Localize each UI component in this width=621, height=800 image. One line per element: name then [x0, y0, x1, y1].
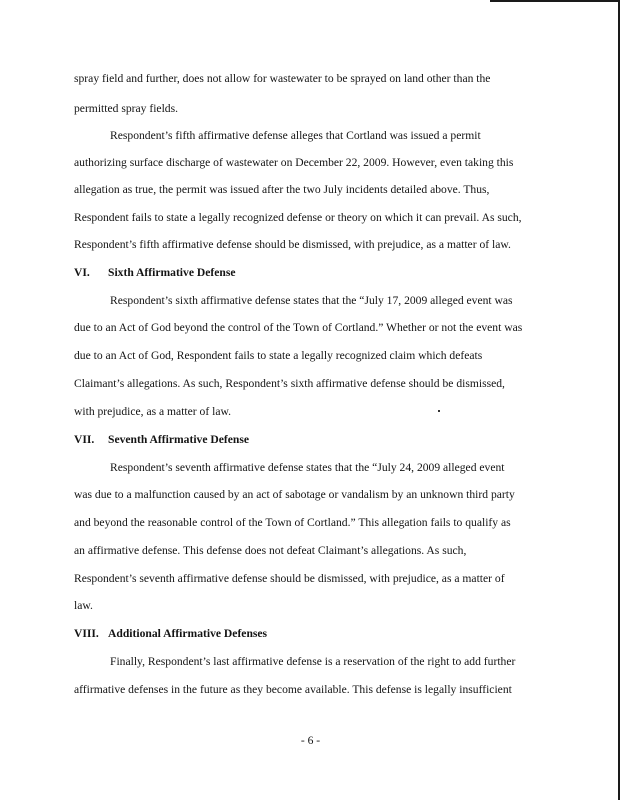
text-line: authorizing surface discharge of wastewater on December 22, 2009. However, even taking this [74, 156, 514, 169]
section-number: VI. [74, 266, 90, 279]
section-title: Seventh Affirmative Defense [108, 433, 250, 446]
page-edge-right [618, 0, 620, 800]
section-title: Sixth Affirmative Defense [108, 266, 236, 279]
text-line: Respondent’s seventh affirmative defense should be dismissed, with prejudice, as a matter of [74, 572, 505, 585]
text-line: Finally, Respondent’s last affirmative defense is a reservation of the right to add further [110, 655, 516, 668]
text-line: Respondent’s seventh affirmative defense states that the “July 24, 2009 alleged event [110, 461, 505, 474]
page-number: - 6 - [300, 734, 321, 747]
section-heading-vii [74, 433, 249, 447]
text-line: due to an Act of God, Respondent fails to state a legally recognized claim which defeats [74, 349, 483, 362]
text-line: allegation as true, the permit was issued after the two July incidents detailed above. Thus, [74, 183, 490, 196]
text-line: Respondent’s sixth affirmative defense states that the “July 17, 2009 alleged event was [110, 294, 513, 307]
section-title: Additional Affirmative Defenses [108, 627, 268, 640]
text-line: with prejudice, as a matter of law. [74, 405, 231, 418]
scan-speck [438, 410, 440, 412]
text-line: law. [74, 599, 93, 612]
text-line: was due to a malfunction caused by an act of sabotage or vandalism by an unknown third party [74, 488, 515, 501]
page-edge-top [490, 0, 620, 2]
text-line: spray field and further, does not allow for wastewater to be sprayed on land other than the [74, 72, 491, 85]
section-number: VII. [74, 433, 95, 446]
text-line: Claimant’s allegations. As such, Respondent’s sixth affirmative defense should be dismissed, [74, 377, 505, 390]
text-line: Respondent’s fifth affirmative defense should be dismissed, with prejudice, as a matter of law. [74, 238, 511, 251]
text-line: due to an Act of God beyond the control of the Town of Cortland.” Whether or not the event was [74, 321, 523, 334]
text-line: Respondent’s fifth affirmative defense alleges that Cortland was issued a permit [110, 129, 481, 142]
text-line: permitted spray fields. [74, 102, 178, 115]
section-number: VIII. [74, 627, 99, 640]
section-heading-vi [74, 266, 236, 280]
text-line: and beyond the reasonable control of the Town of Cortland.” This allegation fails to qualify as [74, 516, 511, 529]
text-line: Respondent fails to state a legally recognized defense or theory on which it can prevail. As such, [74, 211, 522, 224]
text-line: an affirmative defense. This defense does not defeat Claimant’s allegations. As such, [74, 544, 467, 557]
section-heading-viii [74, 627, 267, 641]
text-line: affirmative defenses in the future as they become available. This defense is legally insufficient [74, 683, 512, 696]
